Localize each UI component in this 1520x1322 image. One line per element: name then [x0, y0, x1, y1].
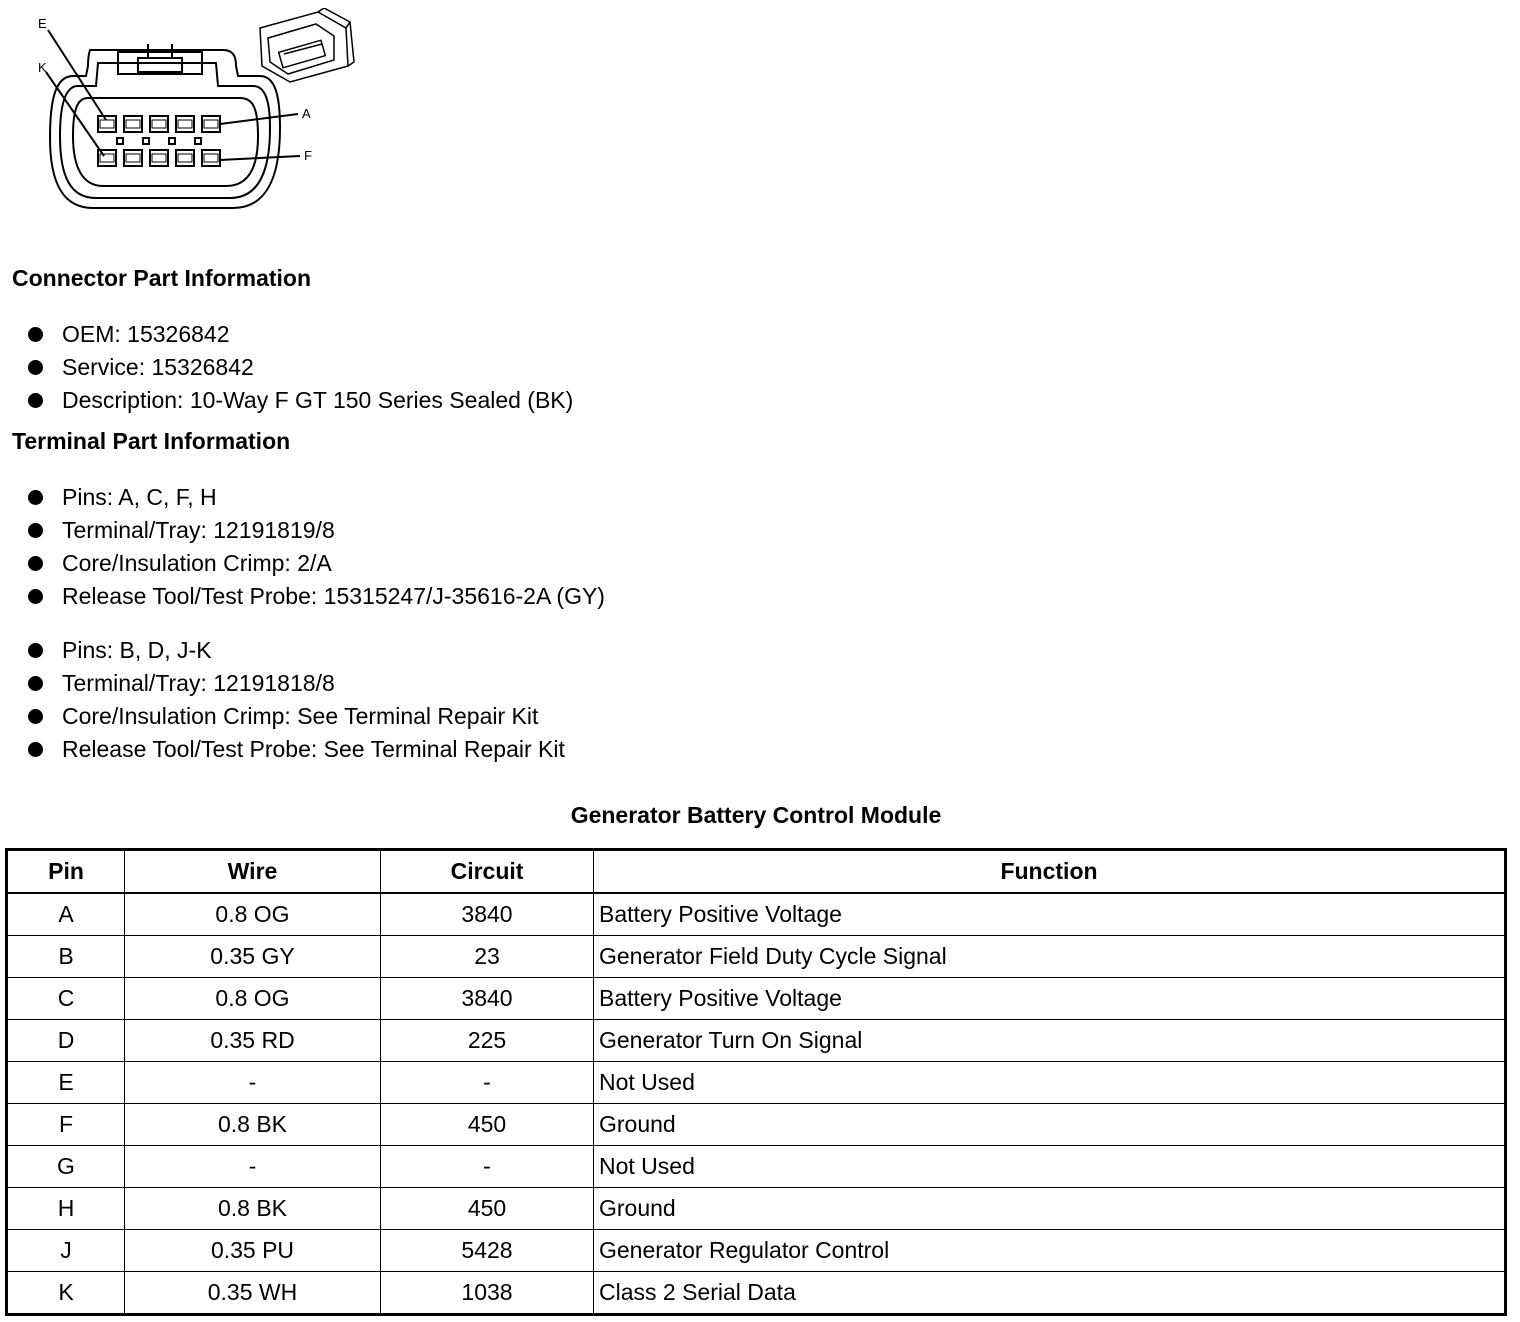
bullet-icon: [28, 643, 43, 658]
cell-wire: 0.35 WH: [125, 1272, 381, 1315]
pin-row-top: [98, 116, 220, 132]
terminal-info-list-2: [28, 634, 565, 766]
bullet-icon: [28, 709, 43, 724]
bullet-icon: [28, 490, 43, 505]
terminal-info-list-1: [28, 481, 605, 613]
connector-info-heading: Connector Part Information: [12, 265, 312, 291]
bullet-icon: [28, 327, 43, 342]
list-item: Core/Insulation Crimp: 2/A: [28, 547, 605, 580]
list-item: Release Tool/Test Probe: 15315247/J-35616-2A (GY): [28, 580, 605, 613]
bullet-icon: [28, 556, 43, 571]
list-item: Pins: B, D, J-K: [28, 634, 565, 667]
table-row: [7, 1230, 1506, 1272]
table-row: [7, 1020, 1506, 1062]
pinout-table: [5, 848, 1507, 1316]
cell-circuit: 3840: [381, 978, 594, 1020]
cell-function: Generator Turn On Signal: [594, 1020, 1506, 1062]
cell-function: Class 2 Serial Data: [594, 1272, 1506, 1315]
cell-function: Ground: [594, 1104, 1506, 1146]
table-row: [7, 1104, 1506, 1146]
bullet-icon: [28, 360, 43, 375]
cell-function: Generator Field Duty Cycle Signal: [594, 936, 1506, 978]
cell-wire: -: [125, 1062, 381, 1104]
cell-circuit: 23: [381, 936, 594, 978]
list-item: Release Tool/Test Probe: See Terminal Repair Kit: [28, 733, 565, 766]
list-item: Service: 15326842: [28, 351, 573, 384]
cell-circuit: -: [381, 1146, 594, 1188]
table-row: [7, 1188, 1506, 1230]
list-item: Description: 10-Way F GT 150 Series Sealed (BK): [28, 384, 573, 417]
cell-circuit: 450: [381, 1104, 594, 1146]
header-circuit: Circuit: [381, 850, 594, 894]
list-item: Terminal/Tray: 12191818/8: [28, 667, 565, 700]
cell-wire: 0.35 PU: [125, 1230, 381, 1272]
cell-wire: 0.8 OG: [125, 978, 381, 1020]
bullet-icon: [28, 742, 43, 757]
table-row: [7, 978, 1506, 1020]
list-item: Core/Insulation Crimp: See Terminal Repair Kit: [28, 700, 565, 733]
table-title: Generator Battery Control Module: [570, 802, 942, 828]
cell-pin: D: [7, 1020, 125, 1062]
cell-function: Not Used: [594, 1146, 1506, 1188]
bullet-icon: [28, 523, 43, 538]
cell-pin: C: [7, 978, 125, 1020]
label-e: E: [38, 16, 47, 31]
label-f: F: [304, 148, 312, 163]
cell-pin: J: [7, 1230, 125, 1272]
list-item: OEM: 15326842: [28, 318, 573, 351]
table-row: [7, 1062, 1506, 1104]
connector-info-list: [28, 318, 573, 417]
connector-iso-view: [260, 8, 354, 82]
table-row: [7, 893, 1506, 936]
cell-circuit: 1038: [381, 1272, 594, 1315]
cell-pin: H: [7, 1188, 125, 1230]
connector-illustration: [28, 8, 368, 218]
table-row: [7, 936, 1506, 978]
cell-function: Generator Regulator Control: [594, 1230, 1506, 1272]
cell-circuit: 3840: [381, 893, 594, 936]
cell-function: Battery Positive Voltage: [594, 978, 1506, 1020]
cell-circuit: 5428: [381, 1230, 594, 1272]
cell-pin: K: [7, 1272, 125, 1315]
cell-pin: F: [7, 1104, 125, 1146]
table-header-row: [7, 850, 1506, 894]
list-item: Pins: A, C, F, H: [28, 481, 605, 514]
list-item: Terminal/Tray: 12191819/8: [28, 514, 605, 547]
cell-wire: 0.35 GY: [125, 936, 381, 978]
cell-wire: 0.8 OG: [125, 893, 381, 936]
cell-pin: B: [7, 936, 125, 978]
label-a: A: [302, 106, 311, 121]
cell-function: Not Used: [594, 1062, 1506, 1104]
header-pin: Pin: [7, 850, 125, 894]
cell-circuit: -: [381, 1062, 594, 1104]
cell-circuit: 225: [381, 1020, 594, 1062]
cell-pin: E: [7, 1062, 125, 1104]
cell-wire: 0.8 BK: [125, 1188, 381, 1230]
terminal-info-heading: Terminal Part Information: [12, 428, 291, 454]
cell-function: Ground: [594, 1188, 1506, 1230]
header-wire: Wire: [125, 850, 381, 894]
table-row: [7, 1146, 1506, 1188]
header-function: Function: [594, 850, 1506, 894]
cell-wire: 0.8 BK: [125, 1104, 381, 1146]
cell-wire: -: [125, 1146, 381, 1188]
pin-row-bottom: [98, 150, 220, 166]
cell-function: Battery Positive Voltage: [594, 893, 1506, 936]
label-k: K: [38, 60, 47, 75]
cell-pin: G: [7, 1146, 125, 1188]
cell-wire: 0.35 RD: [125, 1020, 381, 1062]
cell-circuit: 450: [381, 1188, 594, 1230]
cell-pin: A: [7, 893, 125, 936]
bullet-icon: [28, 676, 43, 691]
table-row: [7, 1272, 1506, 1315]
bullet-icon: [28, 589, 43, 604]
bullet-icon: [28, 393, 43, 408]
